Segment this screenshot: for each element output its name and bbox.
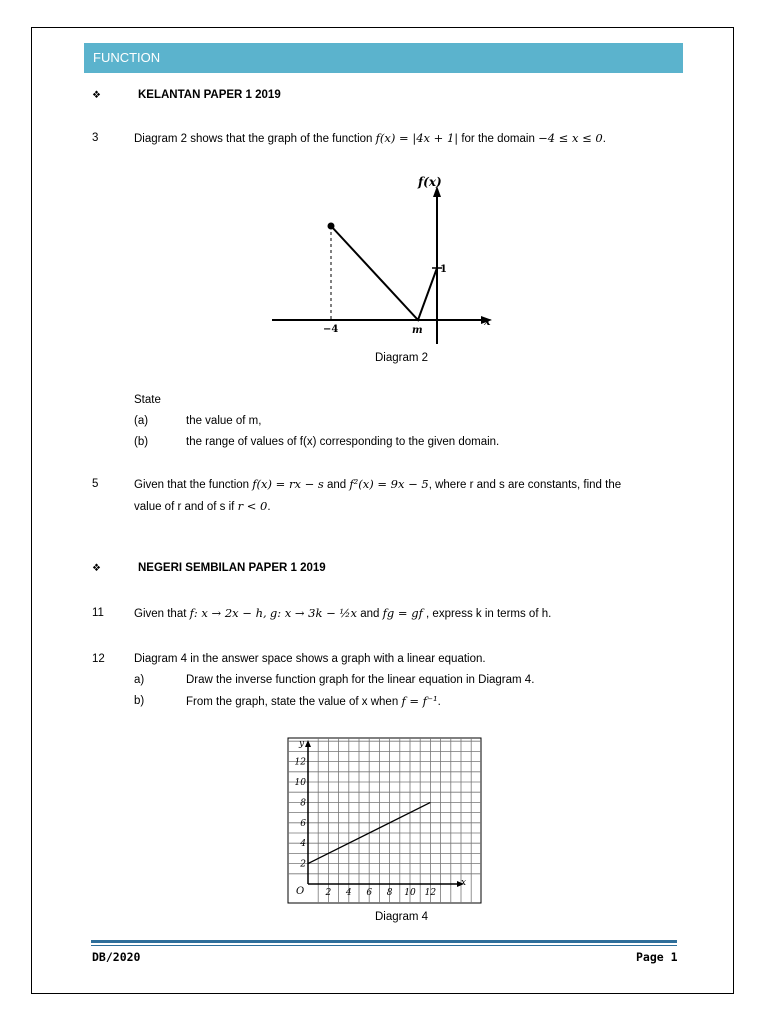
diagram-2-caption: Diagram 2 [375,352,429,364]
y-tick-label: 2 [300,859,306,870]
section-title-negeri: NEGERI SEMBILAN PAPER 1 2019 [138,562,326,574]
tick-label-m: m [412,325,423,336]
footer-left: DB/2020 [92,950,141,964]
q12-intro: Diagram 4 in the answer space shows a graph with a linear equation. [134,653,486,665]
q12-b-label: b) [134,695,145,707]
q11-t2: and [360,608,380,620]
x-tick-label: 10 [404,888,416,898]
q12-b-text [186,694,441,708]
x-tick-label: 8 [386,888,393,898]
q12-b-text2: . [437,696,441,708]
axes [305,740,467,888]
q5-t2: and [326,479,347,491]
q11-t1: Given that [134,608,187,620]
q11-eq: fg = gf [382,606,423,620]
section-bullet: ❖ [92,563,101,574]
q3-end: . [602,133,606,145]
question-number: 3 [92,132,99,144]
question-5-line-1 [134,477,621,491]
question-11-text [134,606,551,620]
q3-b-label: (b) [134,436,149,448]
origin-label: O [296,886,305,897]
y-tick-label: 10 [294,778,306,788]
y-tick-label: 8 [300,798,306,809]
q11-f: f: x → 2x − h, [189,606,267,620]
grid [288,738,481,903]
tick-labels [295,758,437,898]
q3-a-label: (a) [134,415,149,427]
graph-frame [288,738,481,903]
x-axis-label: x [484,315,491,328]
section-bullet: ❖ [92,90,101,101]
q3-mid: for the domain [461,133,535,145]
q5-t3: , where r and s are constants, find the [428,479,622,491]
diagram-4-graph [287,737,482,904]
q5-cond: r < 0 [237,499,268,513]
footer-divider-thin [91,945,677,946]
question-number: 11 [92,607,104,619]
footer-page-number: Page 1 [636,950,678,964]
q3-function: f(x) = |4x + 1| [375,131,459,145]
q3-state: State [134,394,161,406]
q3-domain: −4 ≤ x ≤ 0 [538,131,603,145]
y-tick-label: 12 [294,757,306,768]
tick-label-one: 1 [440,264,447,275]
x-tick-label: 12 [424,888,437,898]
y-axis-label: y [299,739,305,749]
endpoint-dot [328,223,335,230]
diagram-4-caption: Diagram 4 [375,911,429,923]
q3-intro: Diagram 2 shows that the graph of the function [134,133,373,145]
tick-label-minus-four: −4 [323,324,339,335]
q11-t3: , express k in terms of h. [426,608,552,620]
q3-a-text: the value of m, [186,415,262,427]
footer-divider [91,940,677,943]
q5-f1: f(x) = rx − s [252,477,324,491]
question-5-line-2 [134,499,271,513]
q5-t1: Given that the function [134,479,250,491]
q12-b-text1: From the graph, state the value of x when [186,696,399,708]
y-tick-label: 6 [300,818,306,829]
section-title-kelantan: KELANTAN PAPER 1 2019 [138,89,281,101]
question-number: 5 [92,478,99,490]
function-graph-line [331,226,437,320]
x-tick-label: 6 [366,888,373,898]
question-number: 12 [92,653,105,665]
header-bar: FUNCTION [84,43,683,73]
question-3-text [134,131,606,145]
q12-a-text: Draw the inverse function graph for the linear equation in Diagram 4. [186,674,535,686]
y-tick-label: 4 [300,839,306,850]
q5-line2b: . [267,501,271,513]
x-axis-label: x [461,878,467,888]
q3-b-text: the range of values of f(x) corresponding to the given domain. [186,436,500,448]
x-tick-label: 2 [325,888,332,898]
y-axis-label: f(x) [418,175,442,189]
q5-f2: f²(x) = 9x − 5 [349,477,429,491]
x-tick-label: 4 [345,888,352,898]
q11-g: g: x → 3k − ½x [269,606,358,620]
q12-a-label: a) [134,674,145,686]
diagram-2-graph [268,172,498,350]
q12-b-eq: f = f⁻¹ [401,694,438,708]
q5-line2a: value of r and of s if [134,501,235,513]
